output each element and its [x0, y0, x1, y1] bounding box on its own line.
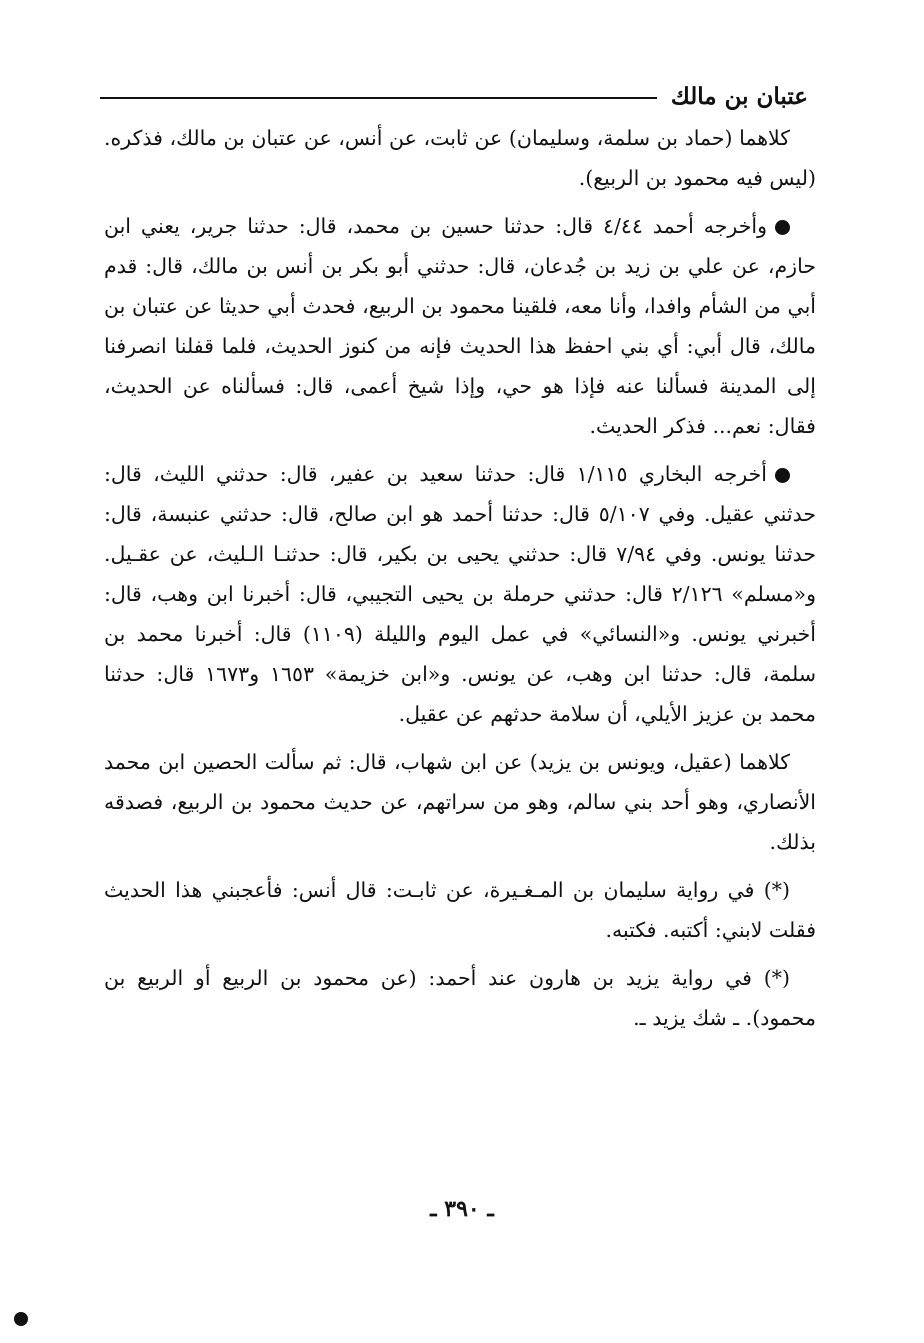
- header-rule: [100, 97, 657, 99]
- paragraph-2: [104, 206, 816, 446]
- paragraph-4: كلاهما (عقيل، ويونس بن يزيد) عن ابن شهاب، قال: ثم سألت الحصين ابن محمد الأنصاري، وهو أحد بني سالم، وهو من سراتهم، عن حديث محمود بن الربيع، فصدقه بذلك.: [104, 750, 816, 854]
- footnote-2: (*) في رواية يزيد بن هارون عند أحمد: (عن محمود بن الربيع أو الربيع بن محمود). ـ شك يزيد ـ.: [104, 966, 816, 1030]
- scan-mark: [14, 1312, 28, 1326]
- page-body: [104, 118, 816, 1038]
- bullet-icon: [775, 220, 790, 235]
- running-header: [100, 76, 808, 116]
- footnote-1: (*) في رواية سليمان بن المـغـيرة، عن ثابـت: قال أنس: فأعجبني هذا الحديث فقلت لابني: أكتبه. فكتبه.: [104, 878, 816, 942]
- paragraph-3: [104, 454, 816, 734]
- page-number: ـ ٣٩٠ ـ: [430, 1196, 494, 1222]
- paragraph-2-text: وأخرجه أحمد ٤/٤٤ قال: حدثنا حسين بن محمد، قال: حدثنا جرير، يعني ابن حازم، عن علي بن زيد بن جُدعان، قال: حدثني أبو بكر بن أنس بن مالك، قال: قدم أبي من الشأم وافدا، وأنا معه، فلقينا محمود بن الربيع، فحدث أبي حديثا عن عتبان بن مالك، قال أبي: أي بني احفظ هذا الحديث فإنه من كنوز الحديث، فلما قفلنا انصرفنا إلى المدينة فسألنا عنه فإذا هو حي، وإذا شيخ أعمى، قال: فسألناه عن الحديث، فقال: نعم... فذكر الحديث.: [104, 214, 816, 438]
- paragraph-3-text: أخرجه البخاري ١/١١٥ قال: حدثنا سعيد بن عفير، قال: حدثني الليث، قال: حدثني عقيل. وفي ٥/١٠٧ قال: حدثنا أحمد هو ابن صالح، قال: حدثني عنبسة، قال: حدثنا يونس. وفي ٧/٩٤ قال: حدثني يحيى بن بكير، قال: حدثنـا الـليث، عن عقـيل. و«مسلم» ٢/١٢٦ قال: حدثني حرملة بن يحيى التجيبي، قال: أخبرنا ابن وهب، قال: أخبرني يونس. و«النسائي» في عمل اليوم والليلة (١١٠٩) قال: أخبرنا محمد بن سلمة، قال: حدثنا ابن وهب، عن يونس. و«ابن خزيمة» ١٦٥٣ و١٦٧٣ قال: حدثنا محمد بن عزيز الأيلي، أن سلامة حدثهم عن عقيل.: [104, 462, 817, 726]
- paragraph-1: كلاهما (حماد بن سلمة، وسليمان) عن ثابت، عن أنس، عن عتبان بن مالك، فذكره. (ليس فيه محمود بن الربيع).: [104, 126, 816, 190]
- header-title: عتبان بن مالك: [670, 82, 808, 110]
- bullet-icon: [775, 468, 790, 483]
